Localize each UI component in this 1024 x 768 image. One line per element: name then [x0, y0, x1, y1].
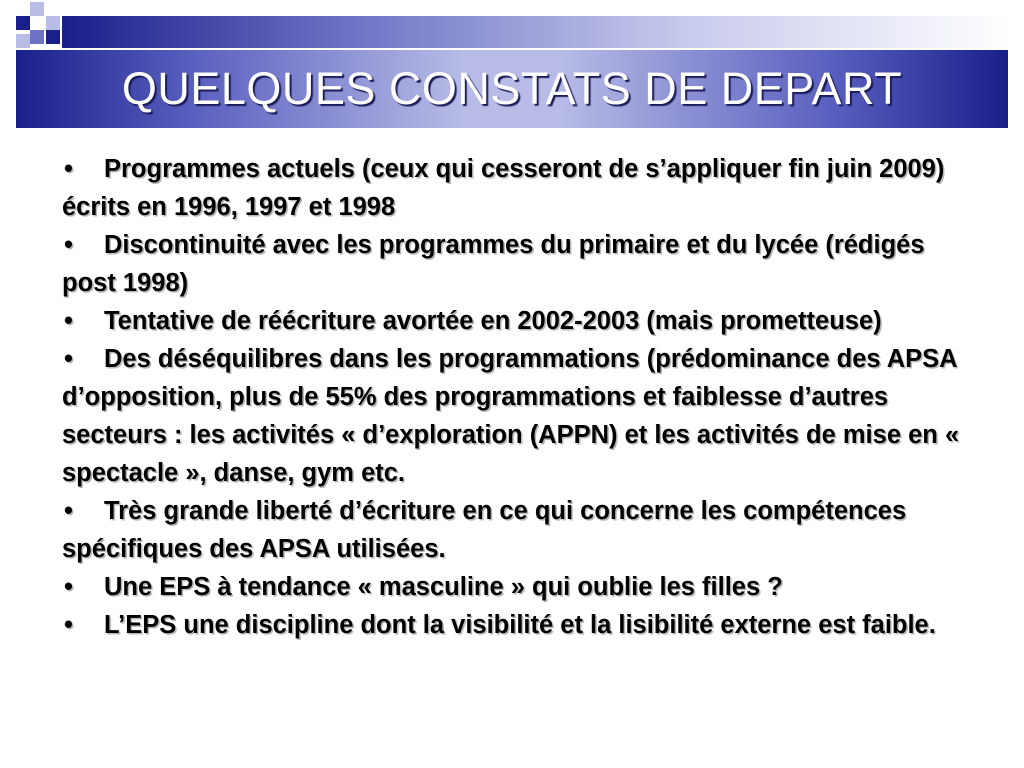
- list-item: [62, 150, 982, 226]
- list-item-text: L’EPS une discipline dont la visibilité et la lisibilité externe est faible.: [104, 611, 936, 639]
- list-item-text: Très grande liberté d’écriture en ce qui concerne les compétences spécifiques des APSA utilisées.: [62, 497, 907, 563]
- list-item: [62, 606, 982, 644]
- decor-square: [46, 30, 60, 44]
- list-item: [62, 568, 982, 606]
- slide-title: QUELQUES CONSTATS DE DEPART: [121, 63, 903, 114]
- bullet-list: [62, 150, 982, 644]
- decor-square: [30, 30, 44, 44]
- decor-square: [46, 16, 60, 30]
- bullet-icon: •: [64, 497, 73, 525]
- title-banner: [16, 50, 1008, 128]
- list-item-text: Programmes actuels (ceux qui cesseront de s’appliquer fin juin 2009) écrits en 1996, 1997 et 1998: [62, 155, 945, 221]
- decor-square: [30, 2, 44, 16]
- list-item: [62, 492, 982, 568]
- list-item: [62, 340, 982, 492]
- bullet-icon: •: [64, 155, 73, 183]
- list-item-text: Des déséquilibres dans les programmations (prédominance des APSA d’opposition, plus de 55% des programmations et faiblesse d’autres secteurs : les activités « d’exploration (APPN) et les activités de mise en « spectacle », danse, gym etc.: [62, 345, 960, 487]
- list-item: [62, 226, 982, 302]
- bullet-icon: •: [64, 611, 73, 639]
- bullet-icon: •: [64, 573, 73, 601]
- list-item-text: Une EPS à tendance « masculine » qui oublie les filles ?: [104, 573, 783, 601]
- list-item-text: Discontinuité avec les programmes du primaire et du lycée (rédigés post 1998): [62, 231, 925, 297]
- bullet-icon: •: [64, 345, 73, 373]
- bullet-icon: •: [64, 231, 73, 259]
- header-gradient-band: [62, 16, 1012, 48]
- bullet-icon: •: [64, 307, 73, 335]
- decor-square: [16, 34, 30, 48]
- list-item: [62, 302, 982, 340]
- decor-square: [16, 16, 30, 30]
- list-item-text: Tentative de réécriture avortée en 2002-2003 (mais prometteuse): [104, 307, 882, 335]
